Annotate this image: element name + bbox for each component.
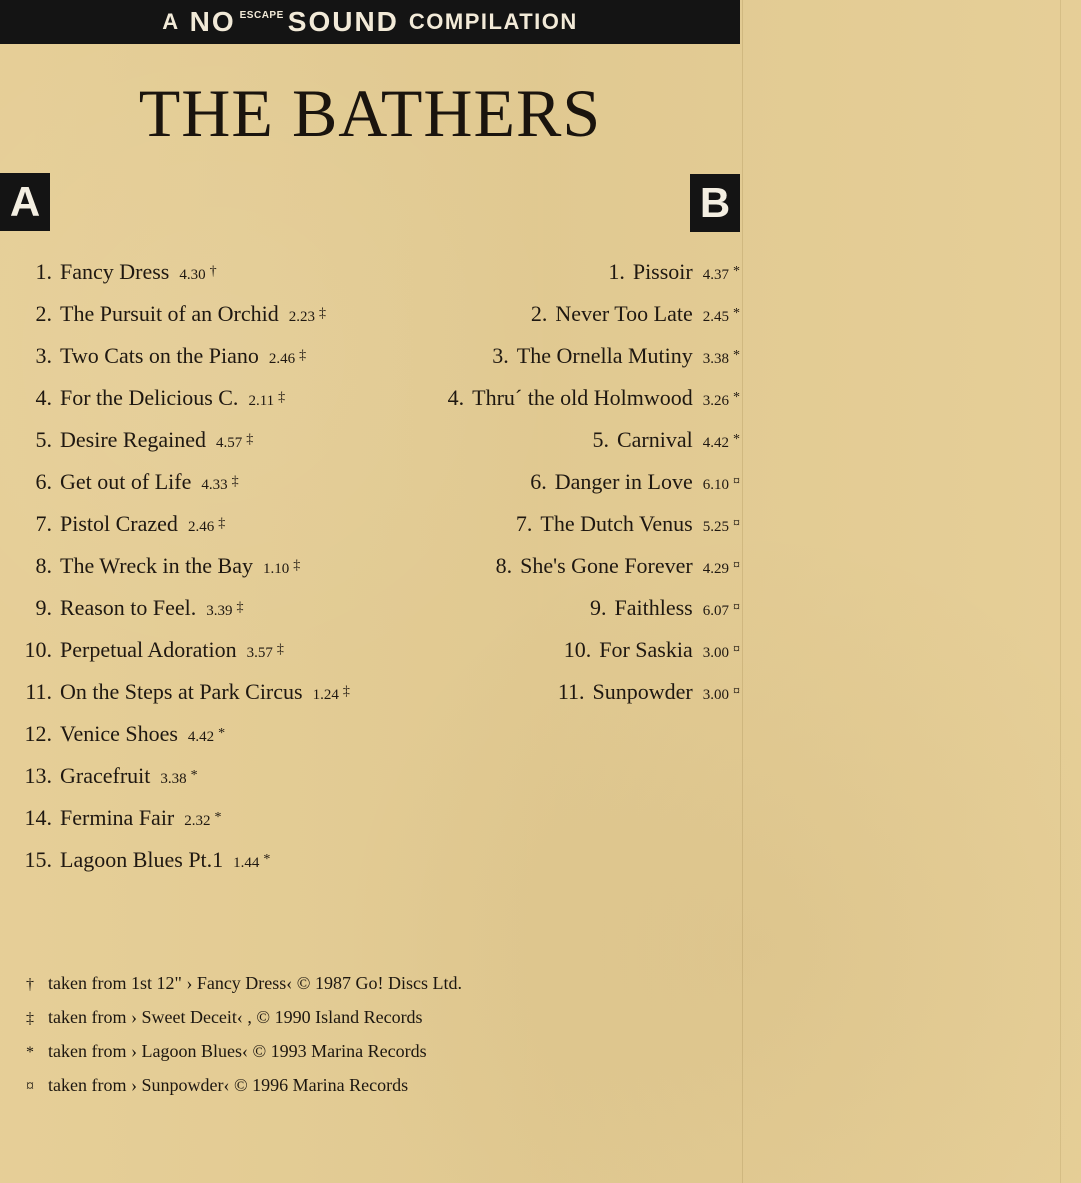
track-number: 9.	[35, 595, 52, 620]
track-title: Fermina Fair	[60, 805, 175, 830]
track-number: 6.	[35, 469, 52, 494]
source-mark: ¤	[733, 684, 740, 699]
track-time: 4.42	[187, 729, 215, 745]
track-number: 4.	[447, 385, 465, 410]
source-mark: ‡	[276, 642, 284, 657]
source-mark: *	[733, 390, 740, 405]
track-title: Get out of Life	[60, 469, 192, 494]
track-title: Venice Shoes	[60, 721, 178, 746]
track-number: 2.	[530, 301, 548, 326]
track-time: 1.44	[233, 855, 260, 871]
track-title: Carnival	[616, 427, 693, 452]
track-number: 7.	[35, 511, 52, 536]
track-title: Fancy Dress	[60, 259, 170, 284]
track-time: 6.10	[702, 477, 729, 493]
compilation-banner	[0, 0, 740, 44]
source-mark: *	[218, 726, 226, 741]
footnote-text: taken from › Lagoon Blues‹ © 1993 Marina Records	[48, 1041, 427, 1061]
banner-word-escape: ESCAPE	[239, 10, 284, 21]
track-time: 4.57	[216, 435, 243, 451]
source-mark: ‡	[318, 306, 326, 321]
source-mark: *	[733, 264, 740, 279]
source-mark: ‡	[231, 474, 239, 489]
source-mark: ¤	[733, 474, 740, 489]
track-time: 1.10	[262, 561, 290, 577]
footnote-symbol: ¤	[26, 1078, 34, 1095]
source-mark: ‡	[218, 516, 226, 531]
track-time: 3.38	[702, 351, 729, 367]
track-time: 4.29	[702, 561, 729, 577]
side-a-track-15	[10, 839, 430, 881]
track-number: 1.	[608, 259, 625, 284]
track-title: On the Steps at Park Circus	[60, 679, 303, 704]
fold-line	[742, 0, 743, 1183]
track-title: Faithless	[614, 595, 693, 620]
banner-word-compilation: COMPILATION	[408, 9, 578, 34]
footnote-sweet-deceit	[20, 1000, 462, 1034]
track-title: The Ornella Mutiny	[516, 343, 693, 368]
banner-word-no: NO	[189, 6, 236, 37]
footnote-lagoon-blues	[20, 1034, 462, 1068]
side-a-badge: A	[0, 173, 50, 231]
track-time: 5.25	[702, 519, 729, 535]
source-mark: †	[209, 264, 217, 279]
track-number: 1.	[35, 259, 52, 284]
track-title: Gracefruit	[60, 763, 151, 788]
source-footnotes	[20, 966, 462, 1102]
source-mark: ¤	[733, 516, 740, 531]
track-title: Lagoon Blues Pt.1	[60, 847, 224, 872]
side-a-track-12	[10, 713, 430, 755]
track-time: 2.46	[268, 351, 296, 367]
source-mark: ¤	[733, 600, 740, 615]
track-title: Never Too Late	[555, 301, 693, 326]
source-mark: *	[733, 348, 740, 363]
track-number: 13.	[24, 763, 52, 788]
source-mark: *	[733, 306, 740, 321]
track-time: 3.00	[702, 645, 729, 661]
track-number: 5.	[592, 427, 609, 452]
track-number: 12.	[24, 721, 52, 746]
track-number: 10.	[563, 637, 592, 662]
side-b-track-5	[360, 419, 740, 461]
side-b-track-9	[360, 587, 740, 629]
side-b-track-4	[360, 377, 740, 419]
track-number: 4.	[35, 385, 52, 410]
side-b-track-2	[360, 293, 740, 335]
side-b-track-11	[360, 671, 740, 713]
track-title: Reason to Feel.	[60, 595, 197, 620]
banner-word-a: A	[162, 9, 180, 34]
album-title: THE BATHERS	[138, 75, 602, 151]
footnote-text: taken from › Sweet Deceit‹ , © 1990 Island Records	[48, 1007, 423, 1027]
track-time: 2.11	[248, 393, 275, 409]
track-number: 9.	[590, 595, 607, 620]
track-title: Pissoir	[632, 259, 693, 284]
track-title: The Dutch Venus	[540, 511, 693, 536]
right-fold-line	[1060, 0, 1061, 1183]
side-b-track-10	[360, 629, 740, 671]
track-number: 2.	[35, 301, 52, 326]
track-title: For the Delicious C.	[60, 385, 239, 410]
track-number: 3.	[492, 343, 509, 368]
footnote-symbol: *	[26, 1044, 34, 1061]
track-time: 2.46	[187, 519, 215, 535]
source-mark: ¤	[733, 558, 740, 573]
source-mark: ‡	[299, 348, 307, 363]
track-time: 4.42	[702, 435, 729, 451]
side-b-track-6	[360, 461, 740, 503]
track-title: The Wreck in the Bay	[60, 553, 253, 578]
side-b-track-1	[360, 251, 740, 293]
track-time: 4.33	[201, 477, 228, 493]
track-time: 2.23	[288, 309, 315, 325]
source-mark: ‡	[293, 558, 301, 573]
track-number: 11.	[25, 679, 52, 704]
track-time: 4.37	[702, 267, 729, 283]
track-title: Perpetual Adoration	[60, 637, 237, 662]
source-mark: *	[214, 810, 222, 825]
side-b-tracklist	[360, 251, 740, 713]
source-mark: *	[263, 852, 271, 867]
track-title: Thru´ the old Holmwood	[472, 385, 693, 410]
track-number: 11.	[557, 679, 585, 704]
track-number: 7.	[515, 511, 533, 536]
track-title: Danger in Love	[554, 469, 693, 494]
track-time: 6.07	[702, 603, 729, 619]
source-mark: *	[733, 432, 740, 447]
side-b-track-8	[360, 545, 740, 587]
footnote-symbol: †	[26, 976, 34, 993]
track-title: Desire Regained	[60, 427, 206, 452]
track-number: 6.	[530, 469, 547, 494]
track-time: 3.38	[160, 771, 187, 787]
side-b-badge: B	[690, 174, 740, 232]
source-mark: ¤	[733, 642, 740, 657]
track-time: 4.30	[179, 267, 206, 283]
track-time: 2.32	[184, 813, 211, 829]
track-title: The Pursuit of an Orchid	[60, 301, 279, 326]
track-number: 15.	[24, 847, 52, 872]
track-time: 3.57	[246, 645, 273, 661]
footnote-symbol: ‡	[26, 1010, 34, 1027]
source-mark: ‡	[236, 600, 244, 615]
side-b-track-7	[360, 503, 740, 545]
source-mark: *	[190, 768, 198, 783]
track-time: 3.00	[702, 687, 729, 703]
track-number: 10.	[24, 637, 52, 662]
source-mark: ‡	[342, 684, 350, 699]
track-number: 3.	[35, 343, 52, 368]
track-time: 1.24	[312, 687, 339, 703]
track-number: 5.	[35, 427, 52, 452]
footnote-text: taken from 1st 12" › Fancy Dress‹ © 1987 Go! Discs Ltd.	[48, 973, 462, 993]
track-time: 3.39	[206, 603, 233, 619]
source-mark: ‡	[246, 432, 254, 447]
track-number: 14.	[24, 805, 52, 830]
track-title: Sunpowder	[592, 679, 693, 704]
track-time: 2.45	[702, 309, 729, 325]
track-title: Two Cats on the Piano	[60, 343, 259, 368]
side-b-track-3	[360, 335, 740, 377]
side-a-track-13	[10, 755, 430, 797]
footnote-sunpowder	[20, 1068, 462, 1102]
track-number: 8.	[35, 553, 52, 578]
footnote-fancy-dress	[20, 966, 462, 1000]
track-title: Pistol Crazed	[60, 511, 178, 536]
source-mark: ‡	[278, 390, 286, 405]
track-time: 3.26	[702, 393, 729, 409]
track-number: 8.	[495, 553, 513, 578]
side-a-track-14	[10, 797, 430, 839]
banner-word-sound: SOUND	[287, 6, 399, 37]
track-title: She's Gone Forever	[520, 553, 693, 578]
track-title: For Saskia	[599, 637, 693, 662]
footnote-text: taken from › Sunpowder‹ © 1996 Marina Records	[48, 1075, 409, 1095]
